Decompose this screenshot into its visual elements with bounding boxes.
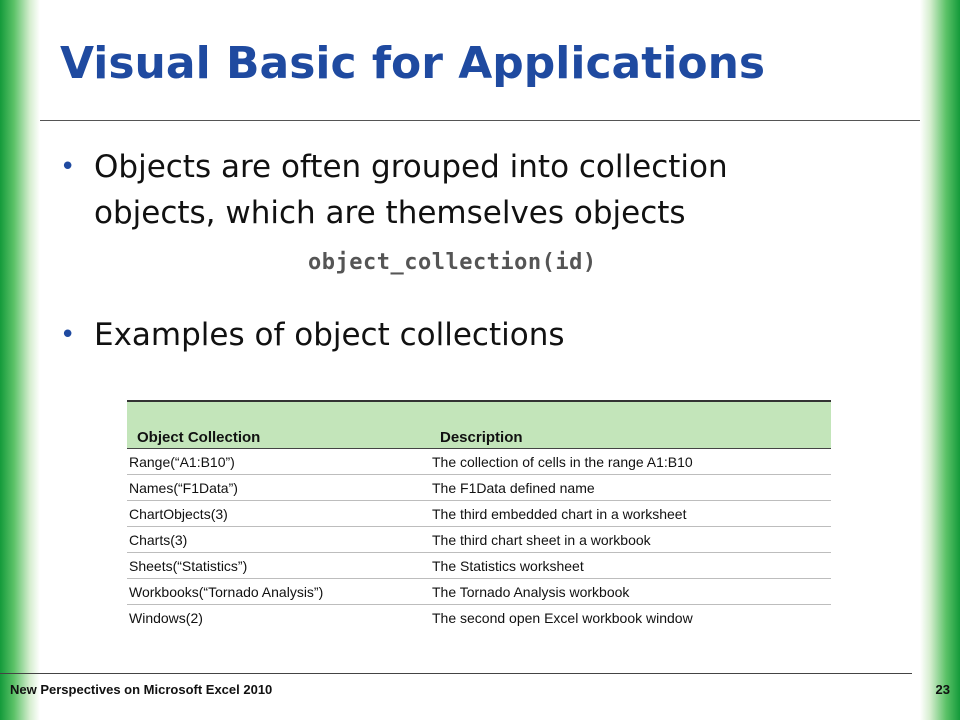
bullet-text: Examples of object collections [94, 317, 565, 353]
table-row [127, 553, 831, 579]
right-green-band [920, 0, 960, 720]
bullet-marker: • [60, 320, 76, 350]
description-cell: The Statistics worksheet [430, 553, 831, 579]
collection-cell: Windows(2) [129, 609, 203, 626]
column-header: Description [430, 401, 831, 449]
table-row [127, 527, 831, 553]
description-cell: The collection of cells in the range A1:B10 [430, 449, 831, 475]
table-row [127, 501, 831, 527]
collection-cell: Range(“A1:B10”) [127, 449, 430, 475]
table-row [127, 579, 831, 605]
bullet-marker: • [60, 152, 76, 182]
bullet-item [60, 144, 840, 236]
object-collections-table [127, 400, 831, 630]
slide-title: Visual Basic for Applications [60, 38, 766, 89]
collection-syntax: object_collection(id) [308, 250, 597, 275]
bullet-item [60, 312, 840, 358]
table-header-row [127, 401, 831, 449]
collection-cell: Workbooks(“Tornado Analysis”) [127, 579, 430, 605]
title-divider [40, 120, 920, 121]
page-number: 23 [935, 682, 950, 697]
description-cell: The third chart sheet in a workbook [430, 527, 831, 553]
collection-cell: Names(“F1Data”) [127, 475, 430, 501]
footer-source: New Perspectives on Microsoft Excel 2010 [10, 682, 273, 697]
bullet-text: Objects are often grouped into collection objects, which are themselves objects [94, 149, 728, 231]
description-cell: The F1Data defined name [430, 475, 831, 501]
column-header: Object Collection [127, 401, 430, 449]
collection-cell: Charts(3) [127, 527, 430, 553]
table-row [127, 605, 831, 631]
description-cell: The Tornado Analysis workbook [430, 579, 831, 605]
collection-cell: Sheets(“Statistics”) [127, 553, 430, 579]
table-row [127, 449, 831, 475]
collection-cell: ChartObjects(3) [127, 501, 430, 527]
description-cell: The third embedded chart in a worksheet [430, 501, 831, 527]
footer-divider [0, 673, 912, 674]
description-cell: The second open Excel workbook window [432, 609, 693, 626]
table-row [127, 475, 831, 501]
left-green-band [0, 0, 40, 720]
